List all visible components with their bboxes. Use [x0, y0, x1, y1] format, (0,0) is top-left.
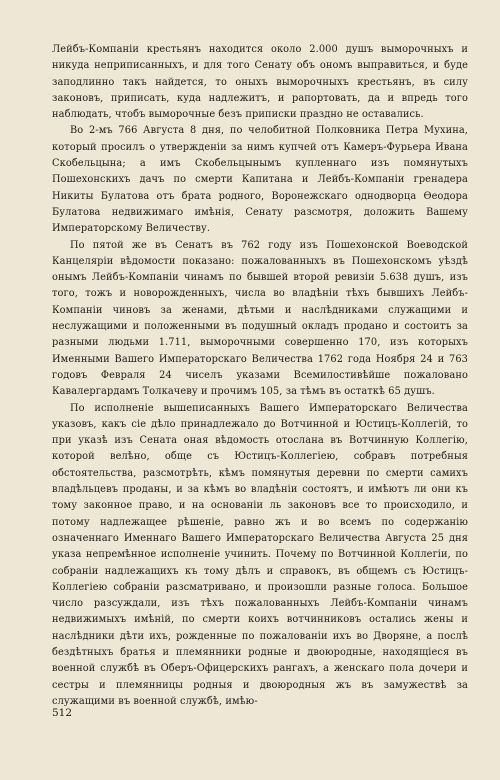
- paragraph-4: По исполненіе вышеписанныхъ Вашего Императорскаго Величества указовъ, какъ сіе дѣло принадлежало до Вотчинной и Юстицъ-Коллегій, то при указѣ изъ Сената оная вѣдомость отослана въ Вотчинную Коллегію, которой велѣно, общe съ Юстицъ-Коллегіею, собравъ потребныя обстоятельства, разсмотрѣть, кѣмъ помянутыя деревни по смерти самихъ владѣльцевъ проданы, и за кѣмъ во владѣніи состоятъ, и имѣютъ ли они къ тому законное право, и на основаніи ль законовъ все то происходило, и потому надлежащее рѣшеніе, равно жъ и во всемъ по содержанію означеннаго Именнаго Вашего Императорскаго Величества Августа 25 дня указа непремѣнное исполненіе учинить. Почему по Вотчинной Коллегіи, по собраніи надлежащихъ къ тому дѣлъ и справокъ, въ общемъ съ Юстицъ-Коллегіею собраніи разсматривано, и произошли разные голоса. Большое число разсуждали, изъ тѣхъ пожалованныхъ Лейбъ-Компаніи чинамъ недвижимыхъ имѣній, по смерти коихъ вотчинниковъ остались жены и наслѣдники дѣти ихъ, рожденные по пожалованіи ихъ во Дворяне, а послѣ бездѣтныхъ братья и племянники родные и двоюродные, находящіеся въ военной службѣ въ Оберъ-Офицерскихъ рангахъ, а женскаго пола дочери и сестры и племянницы родныя и двоюродныя жъ въ замужествѣ за служащими въ военной службѣ, имѣю-: [52, 402, 468, 707]
- body-text: [52, 42, 468, 710]
- paragraph-1: Лейбъ-Компаніи крестьянъ находится около 2.000 душъ выморочныхъ и никуда неприписанныхъ, и для того Сенату объ ономъ выправиться, и буде заподлинно такъ найдется, то оныхъ выморочныхъ крестьянъ, въ силу законовъ, приписать, куда надлежитъ, и рапортовать, да и впредь того наблюдать, чтобъ выморочные безъ приписки праздно не оставались.: [52, 44, 468, 121]
- page-number: 512: [52, 707, 73, 719]
- paragraph-2: Во 2-мъ 766 Августа 8 дня, по челобитной Полковника Петра Мухина, который просилъ о утвержденіи за нимъ купчей отъ Камеръ-Фурьера Ивана Скобельцына; а имъ Скобельцынымъ купленнаго изъ помянутыхъ Пошехонскихъ дачъ по смерти Капитана и Лейбъ-Компаніи гренадера Никиты Булатова отъ брата родного, Воронежскаго однодворца Ѳеодора Булатова недвижимаго имѣнія, Сенату разсмотря, доложить Вашему Императорскому Величеству.: [52, 125, 468, 235]
- paragraph-3: По пятой же въ Сенатъ въ 762 году изъ Пошехонской Воеводской Канцеляріи вѣдомости показано: пожалованныхъ въ Пошехонскомъ уѣздѣ онымъ Лейбъ-Компаніи чинамъ по бывшей второй ревизіи 5.638 душъ, изъ того, тожъ и новорожденныхъ, числа во владѣніи тѣхъ бывшихъ Лейбъ-Компаніи чиновъ за женами, дѣтьми и наслѣдниками служащими и неслужащими и положенными въ подушный окладъ продано и состоитъ за разными людьми 1.711, выморочными совершенно 170, изъ которыхъ Именными Вашего Императорскаго Величества 1762 года Ноября 24 и 763 годовъ Февраля 24 чиселъ указами Всемилостивѣйше пожаловано Кавалергардамъ Толкачеву и прочимъ 105, за тѣмъ въ остаткѣ 65 душъ.: [52, 239, 468, 398]
